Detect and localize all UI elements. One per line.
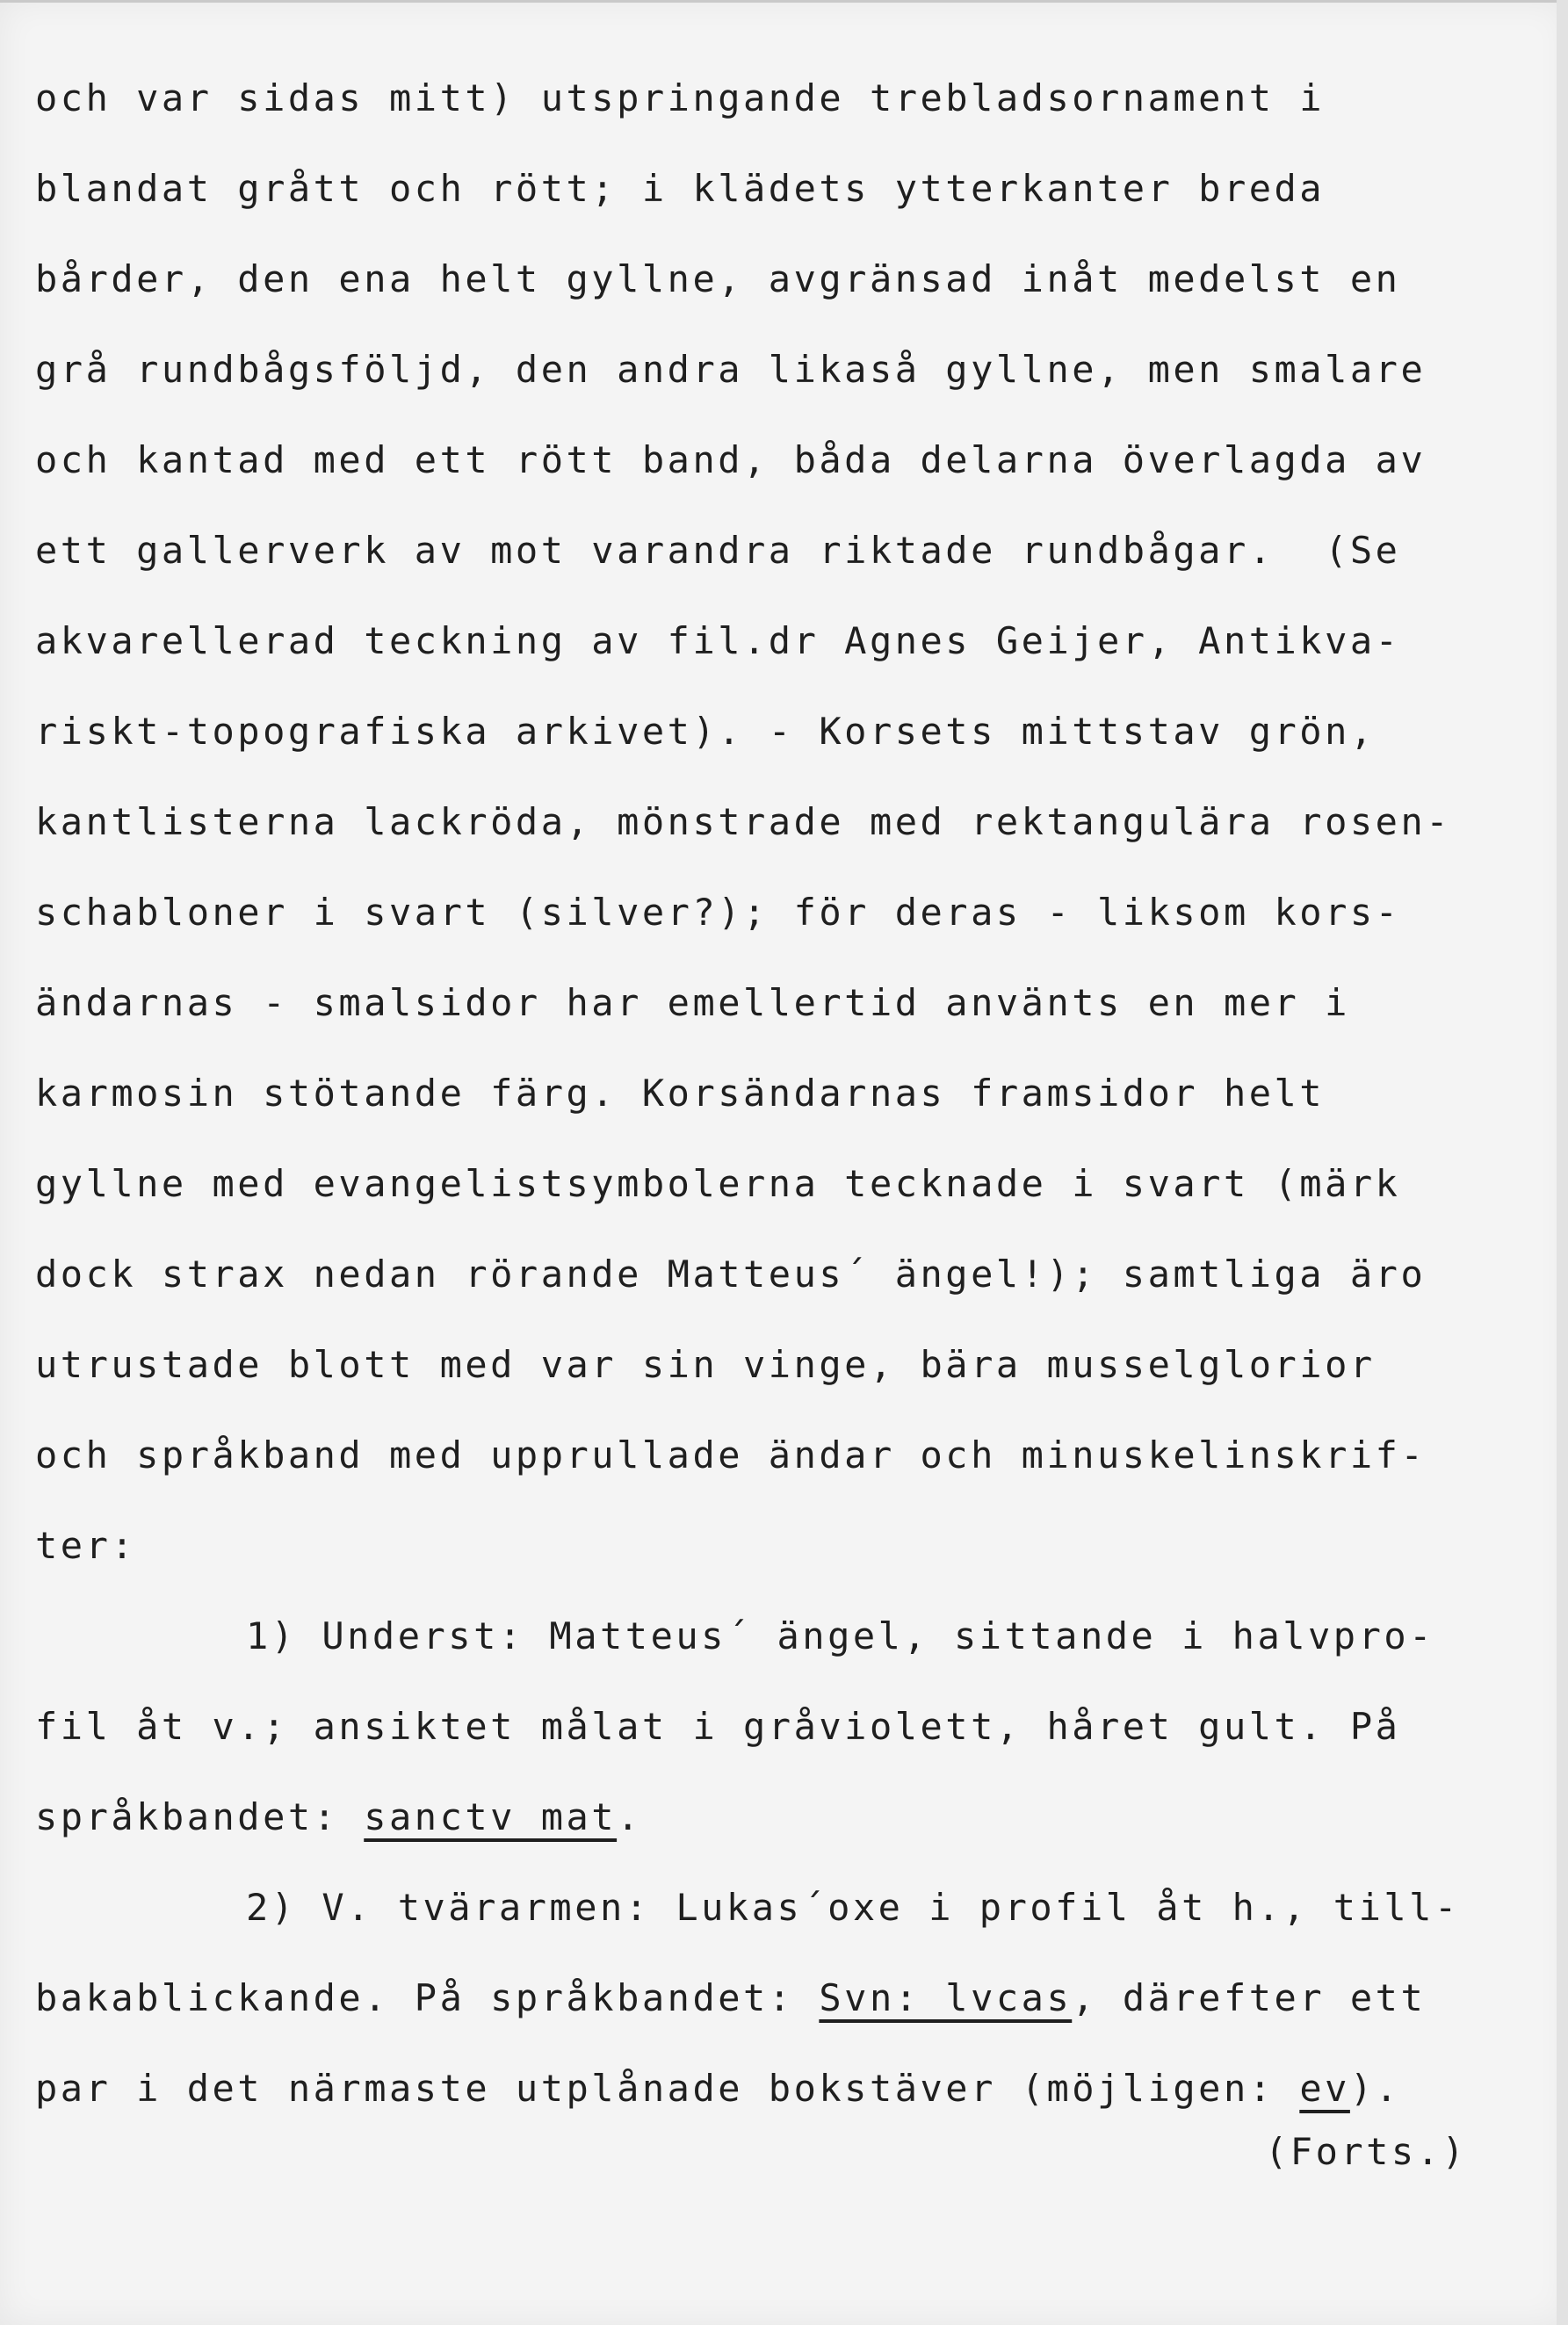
item-2-line-2-suffix: , därefter ett [1072, 1976, 1427, 2019]
inscription-sanctv-mat: sanctv mat [364, 1795, 618, 1838]
item-1-line-3-suffix: . [617, 1795, 642, 1838]
text-line-12: karmosin stötande färg. Korsändarnas framsidor helt [35, 1072, 1326, 1115]
text-line-6: ett gallerverk av mot varandra riktade rundbågar. (Se [35, 529, 1401, 572]
text-line-3: bårder, den ena helt gyllne, avgränsad inåt medelst en [35, 257, 1401, 300]
text-line-17: ter: [35, 1524, 137, 1567]
inscription-svn-lvcas: Svn: lvcas [819, 1976, 1073, 2019]
item-2-line-2-prefix: bakablickande. På språkbandet: [35, 1976, 820, 2019]
text-line-1: och var sidas mitt) utspringande trebladsornament i [35, 76, 1326, 119]
item-2-line-3-prefix: par i det närmaste utplånade bokstäver (möjligen: [35, 2067, 1300, 2110]
typed-text-body [35, 53, 1546, 2134]
text-line-15: utrustade blott med var sin vinge, bära musselglorior [35, 1343, 1376, 1386]
text-line-16: och språkband med upprullade ändar och minuskelinskrif- [35, 1433, 1427, 1477]
top-edge [0, 0, 1568, 3]
text-line-14: dock strax nedan rörande Matteus´ ängel!); samtliga äro [35, 1253, 1427, 1296]
item-2-line-1: 2) V. tvärarmen: Lukas´oxe i profil åt h., till- [246, 1886, 1460, 1929]
text-line-5: och kantad med ett rött band, båda delarna överlagda av [35, 438, 1427, 481]
inscription-ev: ev [1299, 2067, 1350, 2110]
text-line-11: ändarnas - smalsidor har emellertid använts en mer i [35, 981, 1350, 1024]
text-line-8: riskt-topografiska arkivet). - Korsets mittstav grön, [35, 710, 1376, 753]
text-line-2: blandat grått och rött; i klädets ytterkanter breda [35, 167, 1326, 210]
text-line-7: akvarellerad teckning av fil.dr Agnes Geijer, Antikva- [35, 619, 1401, 662]
item-2-line-3-suffix: ). [1349, 2067, 1401, 2110]
item-1-line-3 [35, 1772, 1546, 1862]
text-line-9: kantlisterna lackröda, mönstrade med rektangulära rosen- [35, 800, 1452, 843]
item-1-line-3-prefix: språkbandet: [35, 1795, 365, 1838]
text-line-13: gyllne med evangelistsymbolerna tecknade i svart (märk [35, 1162, 1401, 1205]
right-edge [1557, 0, 1568, 2325]
item-2-line-2 [35, 1953, 1546, 2043]
item-1-line-2: fil åt v.; ansiktet målat i gråviolett, håret gult. På [35, 1705, 1401, 1748]
continuation-note: (Forts.) [1265, 2130, 1468, 2173]
text-line-10: schabloner i svart (silver?); för deras - liksom kors- [35, 891, 1401, 934]
item-1-line-1: 1) Underst: Matteus´ ängel, sittande i halvpro- [246, 1614, 1434, 1657]
text-line-4: grå rundbågsföljd, den andra likaså gyllne, men smalare [35, 348, 1427, 391]
